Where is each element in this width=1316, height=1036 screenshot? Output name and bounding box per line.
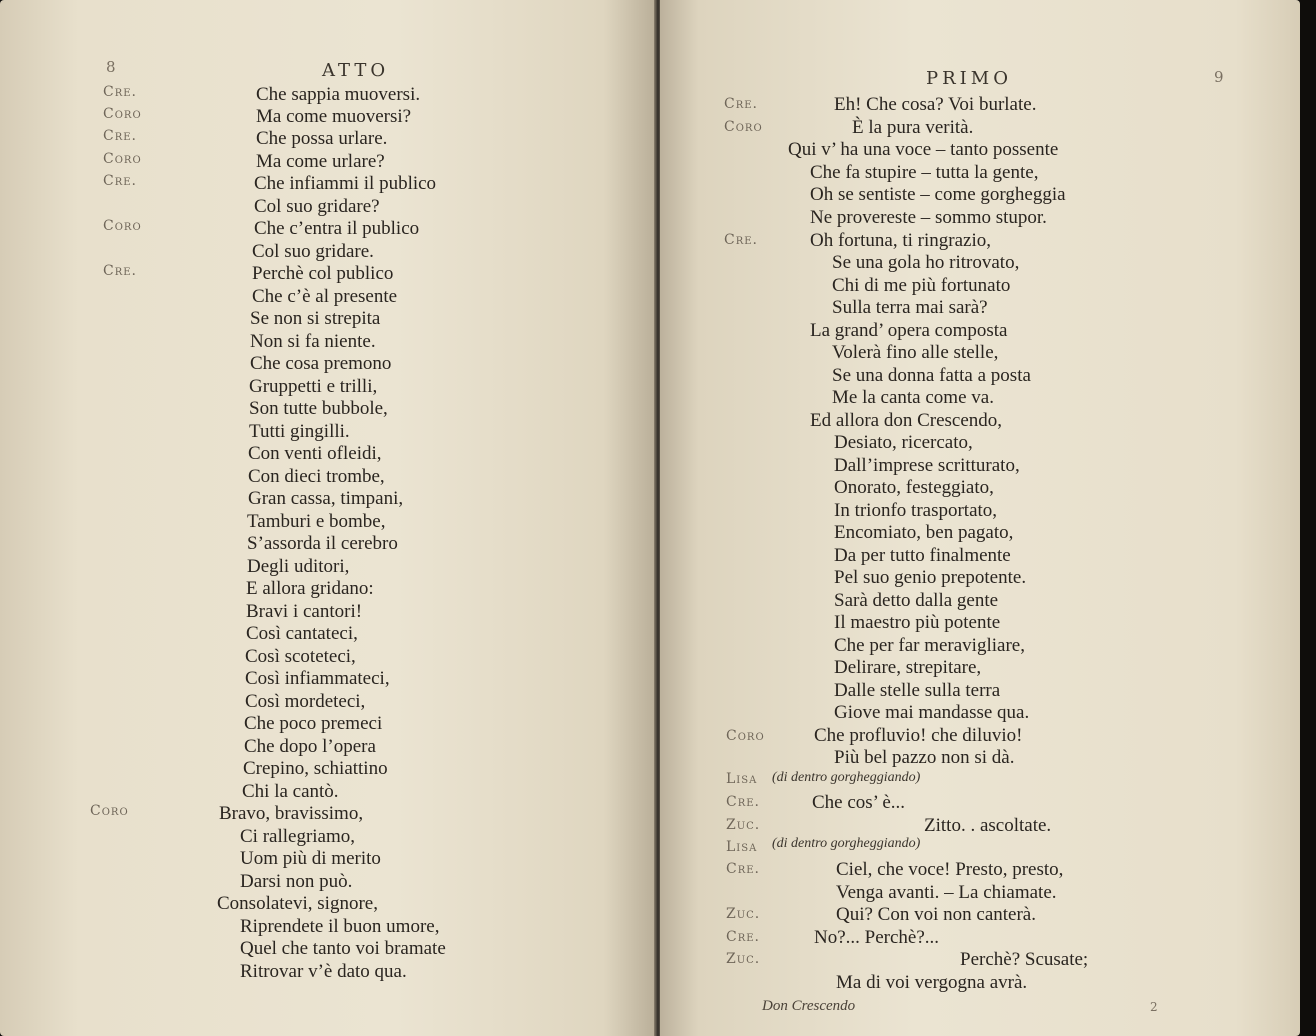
verse-line: Bravi i cantori!: [246, 601, 363, 622]
verse-line: No?... Perchè?...: [814, 927, 940, 948]
speaker-label: Zuc.: [726, 817, 761, 833]
verse-line: Gruppetti e trilli,: [249, 376, 378, 397]
verse-line: Ma di voi vergogna avrà.: [836, 972, 1028, 993]
speaker-label: Cre.: [103, 173, 137, 189]
verse-line: Che possa urlare.: [256, 128, 388, 149]
verse-line: In trionfo trasportato,: [834, 500, 998, 521]
speaker-label: Zuc.: [726, 951, 761, 967]
speaker-label: Cre.: [726, 794, 760, 810]
verse-line: Ritrovar v’è dato qua.: [240, 961, 407, 982]
verse-line: Gran cassa, timpani,: [248, 488, 404, 509]
speaker-label: Cre.: [726, 929, 760, 945]
verse-line: Che dopo l’opera: [244, 736, 376, 757]
stage-direction: (di dentro gorgheggiando): [772, 770, 921, 785]
verse-line: È la pura verità.: [852, 117, 974, 138]
verse-line: Col suo gridare?: [254, 196, 380, 217]
verse-line: Bravo, bravissimo,: [219, 803, 364, 824]
verse-line: Onorato, festeggiato,: [834, 477, 994, 498]
verse-line: Se una donna fatta a posta: [832, 365, 1031, 386]
verse-line: Che sappia muoversi.: [256, 84, 421, 105]
speaker-label: Zuc.: [726, 906, 761, 922]
speaker-label: Cre.: [724, 96, 758, 112]
verse-line: Oh se sentiste – come gorgheggia: [810, 184, 1066, 205]
left-page-header: ATTO: [322, 60, 390, 81]
verse-line: Qui v’ ha una voce – tanto possente: [788, 139, 1059, 160]
verse-line: Che fa stupire – tutta la gente,: [810, 162, 1039, 183]
verse-line: Ma come muoversi?: [256, 106, 412, 127]
verse-line: Che cosa premono: [250, 353, 392, 374]
verse-line: Chi la cantò.: [242, 781, 339, 802]
verse-line: Giove mai mandasse qua.: [834, 702, 1030, 723]
verse-line: Perchè? Scusate;: [960, 949, 1089, 970]
speaker-label: Coro: [103, 106, 142, 122]
verse-line: Delirare, strepitare,: [834, 657, 982, 678]
verse-line: S’assorda il cerebro: [247, 533, 398, 554]
verse-line: Che c’è al presente: [252, 286, 398, 307]
speaker-label: Coro: [726, 728, 765, 744]
verse-line: Ne provereste – sommo stupor.: [810, 207, 1047, 228]
verse-line: Dall’imprese scritturato,: [834, 455, 1020, 476]
stage-direction: (di dentro gorgheggiando): [772, 836, 921, 851]
verse-line: Tamburi e bombe,: [247, 511, 386, 532]
verse-line: Che profluvio! che diluvio!: [814, 725, 1023, 746]
verse-line: Chi di me più fortunato: [832, 275, 1011, 296]
verse-line: Così cantateci,: [246, 623, 358, 644]
verse-line: Pel suo genio prepotente.: [834, 567, 1027, 588]
verse-line: Se una gola ho ritrovato,: [832, 252, 1020, 273]
signature-mark: 2: [1150, 1000, 1158, 1014]
verse-line: Degli uditori,: [247, 556, 350, 577]
verse-line: Darsi non può.: [240, 871, 353, 892]
verse-line: Che infiammi il publico: [254, 173, 437, 194]
speaker-label: Cre.: [103, 263, 137, 279]
speaker-label: Lisa: [726, 839, 758, 855]
verse-line: La grand’ opera composta: [810, 320, 1008, 341]
verse-line: Con venti ofleidi,: [248, 443, 382, 464]
verse-line: Più bel pazzo non si dà.: [834, 747, 1015, 768]
verse-line: Qui? Con voi non canterà.: [836, 904, 1036, 925]
speaker-label: Cre.: [103, 84, 137, 100]
verse-line: Dalle stelle sulla terra: [834, 680, 1001, 701]
speaker-label: Coro: [103, 218, 142, 234]
verse-line: Ed allora don Crescendo,: [810, 410, 1003, 431]
verse-line: Consolatevi, signore,: [217, 893, 378, 914]
verse-line: Encomiato, ben pagato,: [834, 522, 1014, 543]
verse-line: Così mordeteci,: [245, 691, 366, 712]
speaker-label: Cre.: [103, 128, 137, 144]
verse-line: Quel che tanto voi bramate: [240, 938, 446, 959]
verse-line: Desiato, ricercato,: [834, 432, 973, 453]
verse-line: Crepino, schiattino: [243, 758, 388, 779]
speaker-label: Coro: [724, 119, 763, 135]
verse-line: Il maestro più potente: [834, 612, 1001, 633]
verse-line: Uom più di merito: [240, 848, 381, 869]
verse-line: Così scoteteci,: [245, 646, 356, 667]
right-page-number: 9: [1214, 68, 1224, 86]
verse-line: Riprendete il buon umore,: [240, 916, 440, 937]
verse-line: Sarà detto dalla gente: [834, 590, 999, 611]
verse-line: Non si fa niente.: [250, 331, 376, 352]
verse-line: Venga avanti. – La chiamate.: [836, 882, 1057, 903]
verse-line: Ma come urlare?: [256, 151, 385, 172]
verse-line: Così infiammateci,: [245, 668, 390, 689]
verse-line: Eh! Che cosa? Voi burlate.: [834, 94, 1037, 115]
speaker-label: Coro: [103, 151, 142, 167]
right-page-header: PRIMO: [926, 68, 1012, 89]
verse-line: Col suo gridare.: [252, 241, 374, 262]
verse-line: Che per far meravigliare,: [834, 635, 1025, 656]
verse-line: Me la canta come va.: [832, 387, 994, 408]
signature-footer: Don Crescendo: [762, 998, 856, 1014]
verse-line: Che c’entra il publico: [254, 218, 420, 239]
verse-line: Tutti gingilli.: [249, 421, 350, 442]
verse-line: Perchè col publico: [252, 263, 394, 284]
verse-line: Zitto. . ascoltate.: [924, 815, 1052, 836]
speaker-label: Cre.: [724, 232, 758, 248]
speaker-label: Coro: [90, 803, 129, 819]
verse-line: E allora gridano:: [246, 578, 374, 599]
verse-line: Da per tutto finalmente: [834, 545, 1011, 566]
verse-line: Son tutte bubbole,: [249, 398, 388, 419]
left-page: [0, 0, 656, 1036]
left-page-number: 8: [106, 58, 116, 76]
verse-line: Con dieci trombe,: [248, 466, 385, 487]
speaker-label: Lisa: [726, 771, 758, 787]
verse-line: Che cos’ è...: [812, 792, 906, 813]
verse-line: Che poco premeci: [244, 713, 383, 734]
verse-line: Ciel, che voce! Presto, presto,: [836, 859, 1064, 880]
verse-line: Volerà fino alle stelle,: [832, 342, 999, 363]
right-page: [660, 0, 1300, 1036]
verse-line: Ci rallegriamo,: [240, 826, 356, 847]
verse-line: Oh fortuna, ti ringrazio,: [810, 230, 991, 251]
verse-line: Sulla terra mai sarà?: [832, 297, 988, 318]
verse-line: Se non si strepita: [250, 308, 381, 329]
speaker-label: Cre.: [726, 861, 760, 877]
